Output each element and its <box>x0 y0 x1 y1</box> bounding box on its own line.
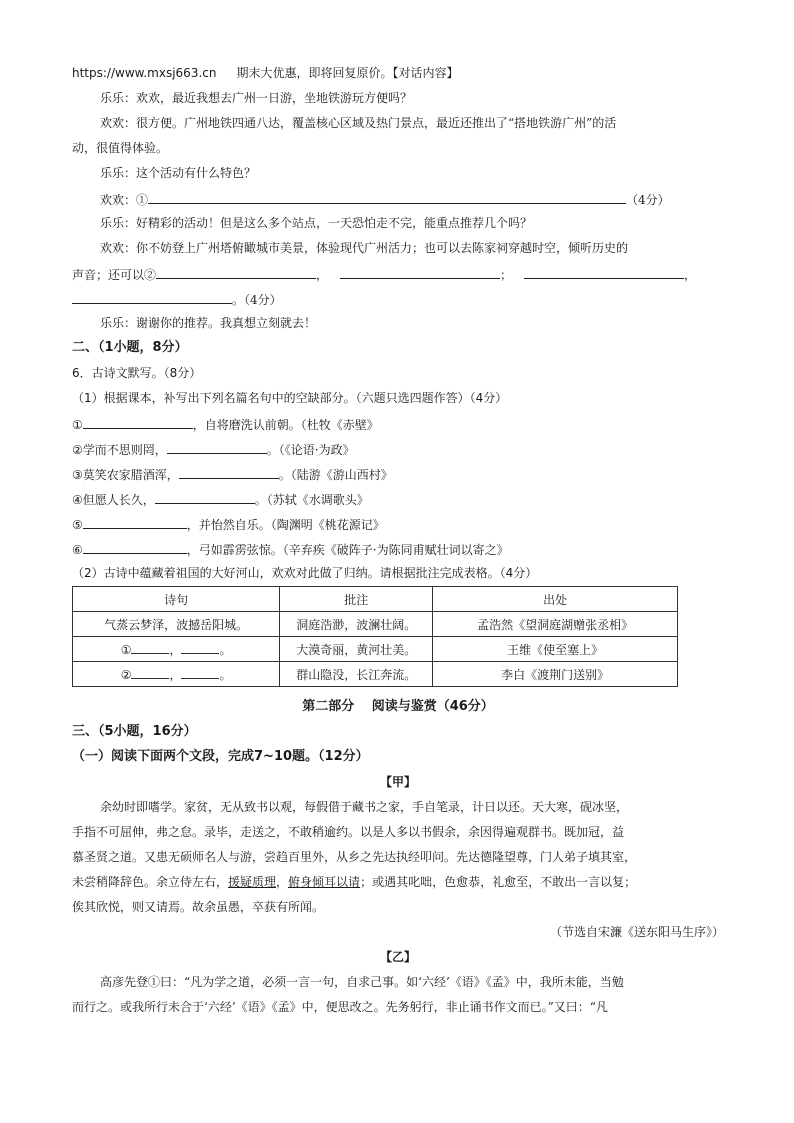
score-label: （4分） <box>626 193 670 207</box>
passage-line: 手指不可屈伸，弗之怠。录毕，走送之，不敢稍逾约。以是人多以书假余，余因得遍观群书。既加冠，益 <box>72 825 625 839</box>
site-url[interactable]: https://www.mxsj663.cn <box>72 66 217 80</box>
passage-label-jia: 【甲】 <box>379 775 416 789</box>
table-header-row <box>73 587 678 612</box>
passage-line: 慕圣贤之道。又患无硕师名人与游，尝趋百里外，从乡之先达执经叩问。先达德隆望尊，门人弟子填其室， <box>72 850 637 864</box>
table-header: 出处 <box>433 587 678 612</box>
recite-item-4 <box>72 489 724 509</box>
recite-item-2 <box>72 439 724 459</box>
underlined-phrase: 援疑质理 <box>228 875 277 889</box>
separator: ， <box>316 268 329 282</box>
underlined-phrase: 俯身倾耳以请 <box>288 875 361 889</box>
passage-label-yi: 【乙】 <box>379 950 416 964</box>
item-suffix: 。（《论语·为政》 <box>266 443 355 457</box>
passage-text: 未尝稍降辞色。余立侍左右， <box>72 875 229 889</box>
cell-separator: ， <box>169 667 182 682</box>
table-row <box>73 662 678 687</box>
passage-text: ， <box>276 875 289 889</box>
table-row <box>73 637 678 662</box>
item-suffix: 。（苏轼《水调歌头》 <box>254 493 369 507</box>
table-header: 诗句 <box>73 587 280 612</box>
header-line <box>72 64 724 82</box>
cell-separator: ， <box>169 642 182 657</box>
recite-item-6 <box>72 539 724 559</box>
table-blank[interactable] <box>131 666 169 679</box>
dialogue-line-2b: 动，很值得体验。 <box>72 141 169 155</box>
table-cell-poem: 气蒸云梦泽，波撼岳阳城。 <box>73 612 280 637</box>
answer-blank-2a[interactable] <box>156 264 316 279</box>
dialogue-line-2a: 欢欢：很方便。广州地铁四通八达，覆盖核心区域及热门景点，最近还推出了“搭地铁游广州”的活 <box>100 116 617 130</box>
dialogue-line-6b <box>72 264 724 284</box>
recite-blank-5[interactable] <box>83 514 187 529</box>
answer-blank-2d[interactable] <box>72 289 232 304</box>
cell-separator: 。 <box>219 642 232 657</box>
item-prefix: ④但愿人长久， <box>72 493 155 507</box>
dialogue-line-3: 乐乐：这个活动有什么特色？ <box>100 166 257 180</box>
passage-line <box>72 873 724 891</box>
passage-source: （节选自宋濂《送东阳马生序》） <box>549 925 724 939</box>
promo-text: 期末大优惠，即将回复原价。【对话内容】 <box>236 66 459 80</box>
answer-blank-1[interactable] <box>148 189 626 204</box>
item-prefix: ②学而不思则罔， <box>72 443 167 457</box>
answer-label-2: 声音；还可以② <box>72 268 157 282</box>
recite-blank-3[interactable] <box>179 464 279 479</box>
passage-line: 高彦先登①曰：“凡为学之道，必须一言一句，自求己事。如‘六经’《语》《孟》中，我所未能，当勉 <box>100 975 624 989</box>
table-cell-note: 大漠奇丽，黄河壮美。 <box>280 637 433 662</box>
dialogue-line-7: 乐乐：谢谢你的推荐。我真想立刻就去！ <box>100 316 317 330</box>
cell-prefix: ① <box>120 642 132 657</box>
table-cell-poem <box>73 662 280 687</box>
dialogue-line-6c <box>72 289 724 309</box>
separator: ； <box>500 268 513 282</box>
recite-item-3 <box>72 464 724 484</box>
recite-blank-4[interactable] <box>155 489 255 504</box>
table-cell-source: 王维《使至塞上》 <box>433 637 678 662</box>
item-prefix: ① <box>72 418 83 432</box>
answer-blank-2c[interactable] <box>524 264 684 279</box>
recite-item-5 <box>72 514 724 534</box>
dialogue-line-6a: 欢欢：你不妨登上广州塔俯瞰城市美景，体验现代广州活力；也可以去陈家祠穿越时空，倾听历史的 <box>100 241 629 255</box>
recite-item-1 <box>72 414 724 434</box>
cell-separator: 。 <box>219 667 232 682</box>
question-6: 6．古诗文默写。（8分） <box>72 366 202 380</box>
dialogue-line-1: 乐乐：欢欢，最近我想去广州一日游，坐地铁游玩方便吗？ <box>100 91 413 105</box>
item-suffix: ，并怡然自乐。（陶渊明《桃花源记》 <box>186 518 385 532</box>
item-prefix: ⑤ <box>72 518 83 532</box>
item-suffix: ，弓如霹雳弦惊。（辛弃疾《破阵子·为陈同甫赋壮词以寄之》 <box>186 543 509 557</box>
table-cell-source: 孟浩然《望洞庭湖赠张丞相》 <box>433 612 678 637</box>
table-cell-poem <box>73 637 280 662</box>
section-title: 三、（5小题，16分） <box>72 724 197 739</box>
passage-text: ；或遇其叱咄，色愈恭，礼愈至，不敢出一言以复； <box>360 875 637 889</box>
item-suffix: 。（陆游《游山西村》 <box>278 468 393 482</box>
recite-blank-1[interactable] <box>83 414 193 429</box>
separator: ， <box>684 268 697 282</box>
score-label: 。（4分） <box>232 293 282 307</box>
table-blank[interactable] <box>181 666 219 679</box>
item-prefix: ⑥ <box>72 543 83 557</box>
question-6-1: （1）根据课本，补写出下列名篇名句中的空缺部分。（六题只选四题作答）（4分） <box>72 391 508 405</box>
table-row <box>73 612 678 637</box>
recite-blank-2[interactable] <box>167 439 267 454</box>
table-blank[interactable] <box>131 641 169 654</box>
sub-section-title: （一）阅读下面两个文段，完成7~10题。（12分） <box>72 749 369 764</box>
table-cell-note: 群山隐没，长江奔流。 <box>280 662 433 687</box>
table-blank[interactable] <box>181 641 219 654</box>
item-prefix: ③莫笑农家腊酒浑， <box>72 468 179 482</box>
table-cell-source: 李白《渡荆门送别》 <box>433 662 678 687</box>
dialogue-line-4 <box>100 189 724 209</box>
dialogue-line-5: 乐乐：好精彩的活动！但是这么多个站点，一天恐怕走不完，能重点推荐几个吗？ <box>100 216 533 230</box>
passage-line: 余幼时即嗜学。家贫，无从致书以观，每假借于藏书之家，手自笔录，计日以还。天大寒，砚冰坚， <box>100 800 629 814</box>
table-cell-note: 洞庭浩渺，波澜壮阔。 <box>280 612 433 637</box>
answer-blank-2b[interactable] <box>340 264 500 279</box>
answer-label-1: 欢欢：① <box>100 193 149 207</box>
passage-line: 俟其欣悦，则又请焉。故余虽愚，卒获有所闻。 <box>72 900 325 914</box>
section-title: 二、（1小题，8分） <box>72 340 188 355</box>
recite-blank-6[interactable] <box>83 539 187 554</box>
item-suffix: ，自将磨洗认前朝。（杜牧《赤壁》 <box>192 418 379 432</box>
question-6-2: （2）古诗中蕴藏着祖国的大好河山，欢欢对此做了归纳。请根据批注完成表格。（4分） <box>72 566 538 580</box>
cell-prefix: ② <box>120 667 132 682</box>
table-header: 批注 <box>280 587 433 612</box>
poem-table <box>72 586 678 687</box>
passage-line: 而行之。或我所行未合于‘六经’《语》《孟》中，便思改之。先务躬行，非止诵书作文而已。”又曰：“凡 <box>72 1000 608 1014</box>
part-title: 第二部分 阅读与鉴赏（46分） <box>302 699 494 714</box>
